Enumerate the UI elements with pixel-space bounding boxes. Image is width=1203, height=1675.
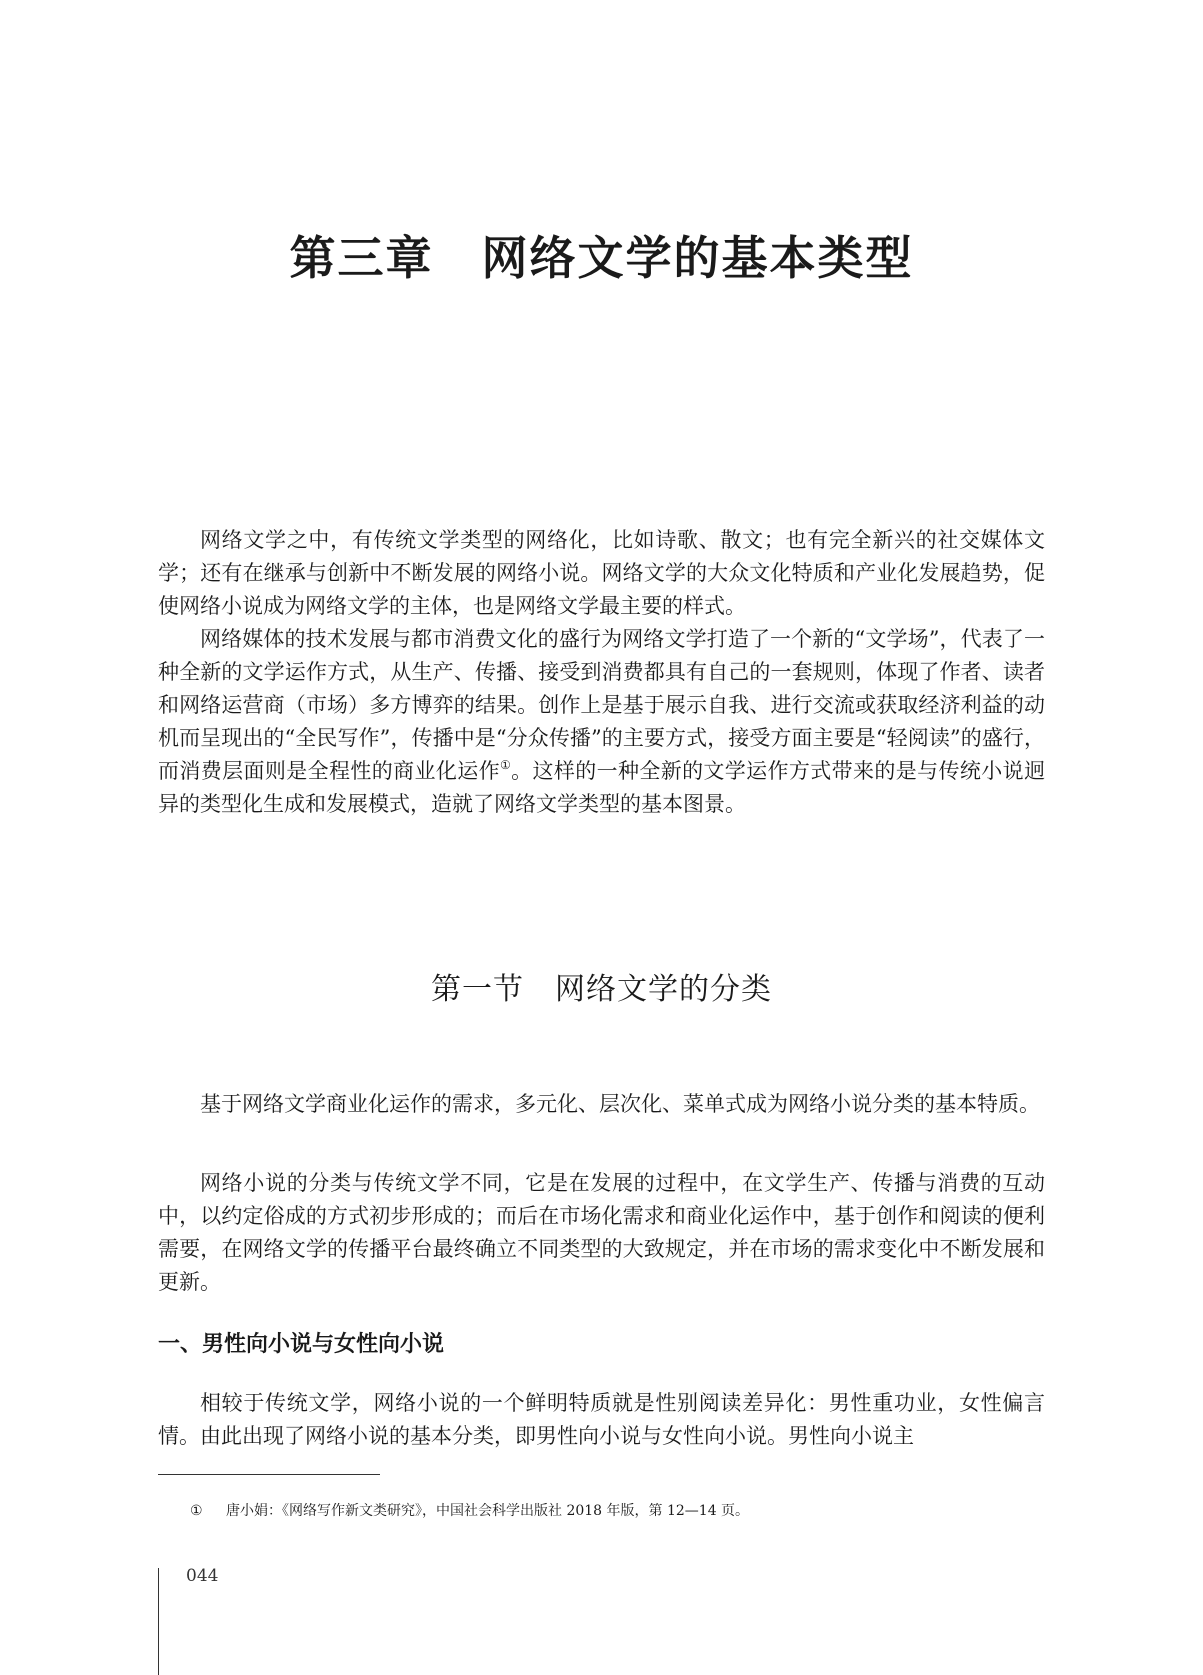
subsection-heading: 一、男性向小说与女性向小说 [158,1332,445,1357]
intro-paragraph-2-text-b: 。这样的一种全新的文学运作方式带来的是与传统小说迥异的类型化生成和发展模式，造就了网络文学类型的基本图景。 [158,759,1046,816]
section-title: 第一节 网络文学的分类 [431,972,772,1007]
chapter-title: 第三章 网络文学的基本类型 [289,231,914,285]
footnote [190,1500,749,1522]
intro-paragraph-2 [158,623,1045,821]
page-margin-rule [158,1568,159,1675]
footnote-divider [158,1474,380,1475]
section-paragraph-2: 网络小说的分类与传统文学不同，它是在发展的过程中，在文学生产、传播与消费的互动中，以约定俗成的方式初步形成的；而后在市场化需求和商业化运作中，基于创作和阅读的便利需要，在网络文学的传播平台最终确立不同类型的大致规定，并在市场的需求变化中不断发展和更新。 [158,1171,1045,1294]
footnote-mark: ① [190,1503,203,1519]
intro-paragraph-2-text-a: 网络媒体的技术发展与都市消费文化的盛行为网络文学打造了一个新的“文学场”，代表了一种全新的文学运作方式，从生产、传播、接受到消费都具有自己的一套规则，体现了作者、读者和网络运营商（市场）多方博弈的结果。创作上是基于展示自我、进行交流或获取经济利益的动机而呈现出的“全民写作”，传播中是“分众传播”的主要方式，接受方面主要是“轻阅读”的盛行，而消费层面则是全程性的商业化运作 [158,627,1045,783]
footnote-reference[interactable]: ① [499,758,512,772]
section-paragraph-1: 基于网络文学商业化运作的需求，多元化、层次化、菜单式成为网络小说分类的基本特质。 [200,1092,1040,1116]
intro-paragraph-1: 网络文学之中，有传统文学类型的网络化，比如诗歌、散文；也有完全新兴的社交媒体文学；还有在继承与创新中不断发展的网络小说。网络文学的大众文化特质和产业化发展趋势，促使网络小说成为网络文学的主体，也是网络文学最主要的样式。 [158,528,1045,618]
footnote-text: 唐小娟：《网络写作新文类研究》，中国社会科学出版社 2018 年版，第 12—14 页。 [226,1503,750,1519]
section-paragraph-3: 相较于传统文学，网络小说的一个鲜明特质就是性别阅读差异化：男性重功业，女性偏言情。由此出现了网络小说的基本分类，即男性向小说与女性向小说。男性向小说主 [158,1391,1045,1448]
page-number: 044 [186,1566,219,1586]
